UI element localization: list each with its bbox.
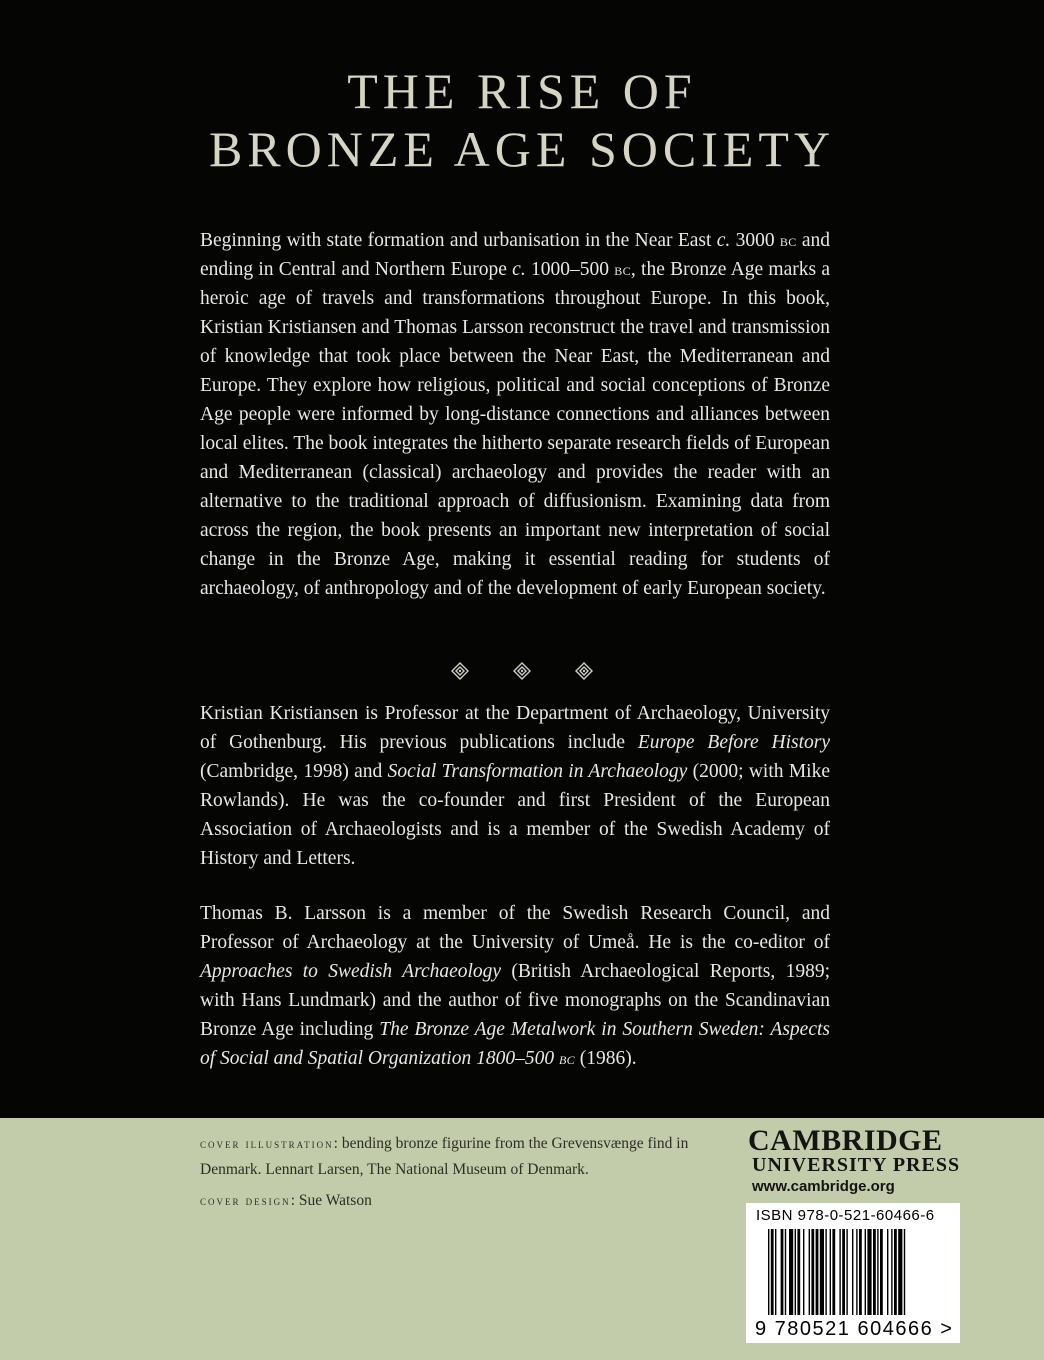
barcode-bar: [789, 1229, 793, 1315]
cover-illustration-credit: cover illustration: bending bronze figurine from the Grevensvænge find in Denmark. Lennart Larsen, The National Museum of Denmark.: [200, 1135, 689, 1178]
barcode-bar: [832, 1229, 835, 1315]
barcode-bar: [852, 1229, 853, 1315]
barcode-bar: [809, 1229, 810, 1315]
barcode-bar: [811, 1229, 814, 1315]
barcode-bar: [859, 1229, 862, 1315]
publisher-logo-name: CAMBRIDGE: [748, 1124, 943, 1157]
author-bio-larsson: Thomas B. Larsson is a member of the Swedish Research Council, and Professor of Archaeology at the University of Umeå. He is the co-editor of Approaches to Swedish Archaeology (British Archaeological Reports, 1989; with Hans Lundmark) and the author of five monographs on the Scandinavian Bronze Age including The Bronze Age Metalwork in Southern Sweden: Aspects of Social and Spatial Organization 1800–500 bc (1986).: [200, 903, 830, 1069]
barcode-bar: [830, 1229, 831, 1315]
barcode-bar: [771, 1229, 774, 1315]
barcode-number: 9 780521 604666 >: [755, 1318, 954, 1340]
barcode-bar: [785, 1229, 786, 1315]
barcode-bar: [781, 1229, 784, 1315]
barcode-bar: [816, 1229, 819, 1315]
barcode-bar: [898, 1229, 902, 1315]
barcode-bar: [877, 1229, 878, 1315]
barcode-bar: [768, 1229, 769, 1315]
barcode-bar: [842, 1229, 845, 1315]
barcode-bar: [867, 1229, 871, 1315]
barcode-bar: [891, 1229, 892, 1315]
barcode-bar: [865, 1229, 866, 1315]
barcode-bar: [894, 1229, 897, 1315]
barcode-bar: [904, 1229, 905, 1315]
barcode-bar: [775, 1229, 776, 1315]
publisher-url: www.cambridge.org: [752, 1178, 895, 1195]
isbn-label: ISBN 978-0-521-60466-6: [756, 1207, 935, 1224]
cover-design-credit: cover design: Sue Watson: [200, 1192, 372, 1209]
book-description: Beginning with state formation and urbanisation in the Near East c. 3000 bc and ending in Central and Northern Europe c. 1000–500 bc, the Bronze Age marks a heroic age of travels and transformations throughout Europe. In this book, Kristian Kristiansen and Thomas Larsson reconstruct the travel and transmission of knowledge that took place between the Near East, the Mediterranean and Europe. They explore how religious, political and social conceptions of Bronze Age people were informed by long-distance connections and alliances between local elites. The book integrates the hitherto separate research fields of European and Mediterranean (classical) archaeology and provides the reader with an alternative to the traditional approach of diffusionism. Examining data from across the region, the book presents an important new interpretation of social change in the Bronze Age, making it essential reading for students of archaeology, of anthropology and of the development of early European society.: [200, 230, 831, 599]
barcode-bar: [795, 1229, 796, 1315]
barcode-bar: [820, 1229, 824, 1315]
barcode-bar: [880, 1229, 883, 1315]
barcode-bar: [797, 1229, 800, 1315]
barcode-bar: [887, 1229, 888, 1315]
ornament-icon: [450, 661, 470, 681]
barcode-bar: [873, 1229, 876, 1315]
publisher-logo-subtitle: UNIVERSITY PRESS: [752, 1154, 961, 1176]
ornament-divider: [450, 661, 594, 683]
barcode-icon: [768, 1229, 948, 1315]
barcode-bar: [803, 1229, 804, 1315]
book-title-line2: BRONZE AGE SOCIETY: [208, 121, 836, 177]
barcode-bar: [846, 1229, 847, 1315]
author-bio-kristiansen: Kristian Kristiansen is Professor at the Department of Archaeology, University of Gothenburg. His previous publications include Europe Before History (Cambridge, 1998) and Social Transformation in Archaeology (2000; with Mike Rowlands). He was the co-founder and first President of the European Association of Archaeologists and is a member of the Swedish Academy of History and Letters.: [200, 703, 830, 869]
ornament-icon: [574, 661, 594, 681]
credit-label: cover design: [200, 1194, 291, 1208]
barcode-bar: [839, 1229, 840, 1315]
barcode-bar: [825, 1229, 826, 1315]
credit-label: cover illustration: [200, 1137, 334, 1151]
book-title-line1: THE RISE OF: [347, 63, 697, 119]
ornament-icon: [512, 661, 532, 681]
barcode-bar: [856, 1229, 857, 1315]
